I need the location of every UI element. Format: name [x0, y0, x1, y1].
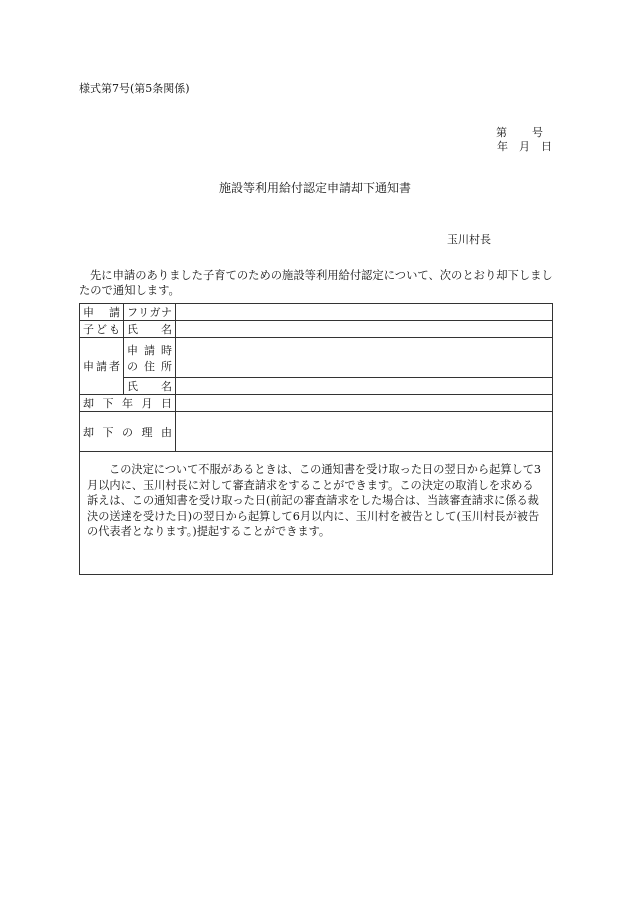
applicant-name-value	[176, 378, 553, 395]
application-table	[79, 303, 553, 575]
applicant-label: 申請者	[80, 338, 124, 395]
child-name-value	[176, 321, 553, 338]
address-label	[124, 338, 176, 378]
form-number: 様式第7号(第5条関係)	[79, 82, 190, 95]
furigana-label: フリガナ	[124, 304, 176, 321]
child-label-top: 申 請	[80, 304, 124, 321]
intro-text: 先に申請のありました子育てのための施設等利用給付認定について、次のとおり却下しましたので通知します。	[79, 269, 553, 297]
child-label-bottom: 子ども	[80, 321, 124, 338]
child-name-label: 氏 名	[124, 321, 176, 338]
rejection-reason-value	[176, 412, 553, 452]
rejection-reason-label: 却 下 の 理 由	[80, 412, 176, 452]
applicant-address-value	[176, 338, 553, 378]
notice-cell	[80, 452, 553, 575]
rejection-date-value	[176, 395, 553, 412]
address-label-top: 申 請 時	[127, 344, 172, 357]
child-furigana-value	[176, 304, 553, 321]
date-line: 年 月 日	[497, 140, 552, 153]
document-title: 施設等利用給付認定申請却下通知書	[218, 181, 411, 195]
rejection-date-label: 却 下 年 月 日	[80, 395, 176, 412]
issuer: 玉川村長	[447, 233, 491, 246]
applicant-name-label: 氏 名	[124, 378, 176, 395]
document-number-line: 第 号	[496, 126, 544, 139]
appeal-notice: この決定について不服があるときは、この通知書を受け取った日の翌日から起算して3月以内に、玉川村長に対して審査請求をすることができます。この決定の取消しを求める訴えは、この通知書を受け取った日(前記の審査請求をした場合は、当該審査請求に係る裁決の送達を受けた日)の翌日から起算して6月以内に、玉川村を被告として(玉川村長が被告の代表者となります。)提起することができます。	[87, 463, 542, 538]
address-label-bottom: の 住 所	[127, 360, 172, 373]
